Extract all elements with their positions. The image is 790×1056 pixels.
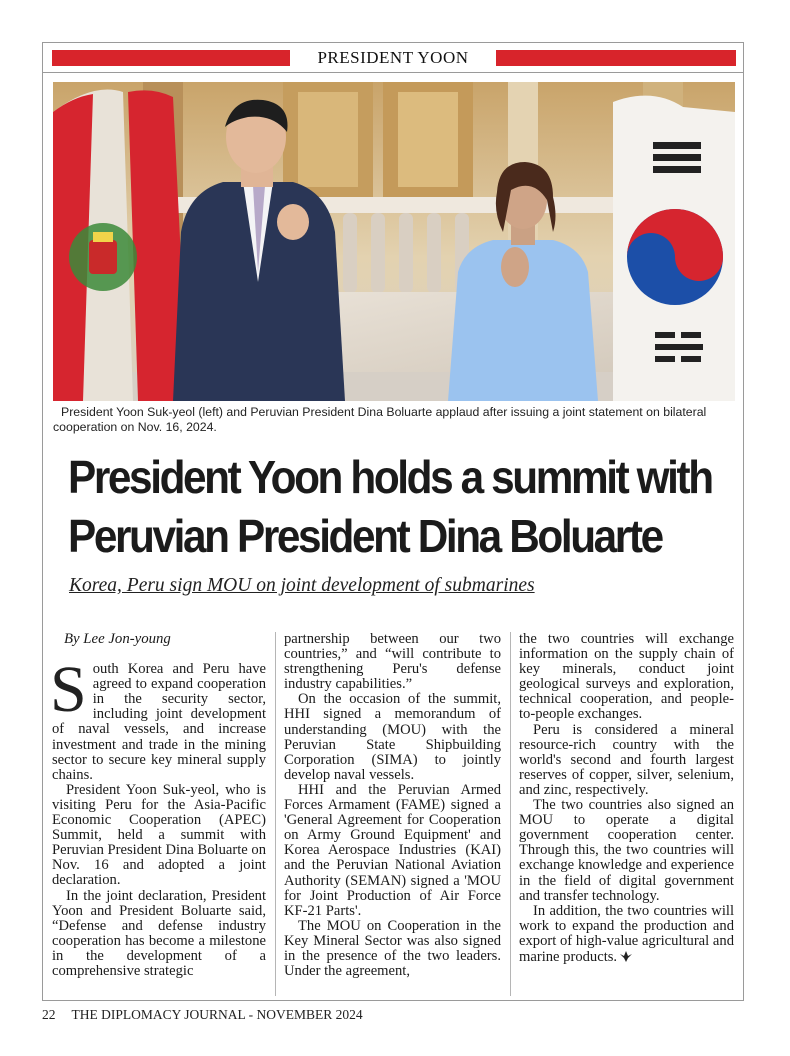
- paragraph: On the occasion of the summit, HHI signed a memorandum of understanding (MOU) with the Peruvian State Shipbuilding Corporation (SIMA) to jointly develop naval vessels.: [284, 691, 501, 783]
- article-headline: [68, 448, 712, 566]
- paragraph: Peru is considered a mineral resource-rich country with the world's second and fourth largest reserves of copper, silver, selenium, and zinc, respectively.: [519, 721, 734, 798]
- paragraph: [50, 653, 266, 783]
- paragraph: partnership between our two countries,” and “will contribute to strengthening Peru's defense industry capabilities.”: [284, 631, 501, 693]
- article-column-2: [284, 632, 501, 979]
- paragraph: In the joint declaration, President Yoon and President Boluarte said, “Defense and defense industry cooperation has become a milestone in the development of a comprehensive strategic: [52, 887, 266, 979]
- column-rule-2: [510, 632, 511, 996]
- paragraph: [519, 904, 734, 965]
- publication-name: THE DIPLOMACY JOURNAL - NOVEMBER 2024: [71, 1007, 363, 1022]
- page-number: 22: [42, 1007, 56, 1022]
- paragraph: President Yoon Suk-yeol, who is visiting Peru for the Asia-Pacific Economic Cooperation (APEC) Summit, held a summit with Peruvian President Dina Boluarte on Nov. 16 and adopted a joint declaration.: [52, 781, 266, 889]
- paragraph-text: In addition, the two countries will work to expand the production and export of high-value agricultural and marine products.: [519, 902, 734, 965]
- article-subhead: Korea, Peru sign MOU on joint development of submarines: [69, 575, 535, 596]
- section-bar-left: [52, 50, 290, 66]
- paragraph-text: outh Korea and Peru have agreed to expand cooperation in the security sector, including joint development of naval vessels, and increase investment and trade in the mining sector to secure key mineral supply chains.: [52, 661, 266, 783]
- column-rule-1: [275, 632, 276, 996]
- headline-line-2: Peruvian President Dina Boluarte: [68, 510, 662, 562]
- section-header: [52, 48, 736, 68]
- paragraph: The MOU on Cooperation in the Key Mineral Sector was also signed in the presence of the two leaders. Under the agreement,: [284, 917, 501, 980]
- headline-line-1: President Yoon holds a summit with: [68, 451, 712, 503]
- drop-cap: S: [50, 653, 87, 727]
- peru-flag: [53, 90, 188, 402]
- photo-caption: President Yoon Suk-yeol (left) and Peruvian President Dina Boluarte applaud after issuing a joint statement on bilateral cooperation on Nov. 16, 2024.: [53, 405, 707, 434]
- section-divider: [42, 72, 744, 73]
- page-footer: [42, 1007, 363, 1023]
- paragraph: HHI and the Peruvian Armed Forces Armament (FAME) signed a 'General Agreement for Cooperation on Army Ground Equipment' and Korea Aerospace Industries (KAI) and the Peruvian National Aviation Authority (SEMAN) signed a 'MOU for Joint Production of Air Force KF-21 Parts'.: [284, 781, 501, 919]
- end-mark-icon: [619, 949, 633, 963]
- section-label: PRESIDENT YOON: [317, 48, 469, 67]
- section-bar-right: [496, 50, 736, 66]
- byline: By Lee Jon-young: [64, 631, 171, 647]
- paragraph: the two countries will exchange information on the supply chain of key minerals, conduct joint geological surveys and exploration, technical cooperation, and people-to-people exchanges.: [519, 631, 734, 723]
- article-column-1: [52, 632, 266, 979]
- paragraph: The two countries also signed an MOU to operate a digital government cooperation center. Through this, the two countries will exchange knowledge and experience in the field of digital government and transfer technology.: [519, 797, 734, 904]
- summit-photo: [53, 82, 735, 401]
- article-column-3: [519, 632, 734, 965]
- korea-flag: [613, 96, 735, 401]
